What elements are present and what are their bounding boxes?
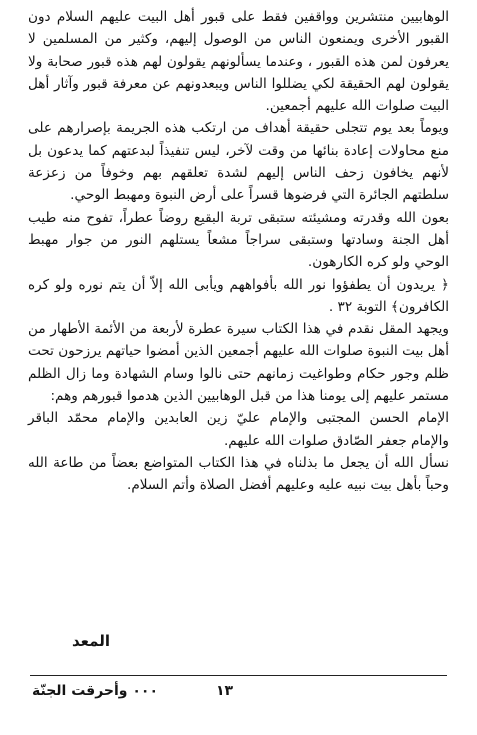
page-number: ١٣ — [216, 683, 234, 699]
imams-list: الإمام الحسن المجتبى والإمام عليّ زين العابدين والإمام محمّد الباقر والإمام جعفر الصّادق صلوات الله عليهم. — [28, 410, 449, 449]
running-footer-title: ٠٠٠ وأحرقت الجنّة — [32, 683, 159, 699]
paragraph-3: بعون الله وقدرته ومشيئته ستبقى تربة البقيع روضاً عطراً، تفوح منه طيب أهل الجنة وسادتها وستبقى سراجاً مشعاً يستلهم النور من جوار مهبط الوحي ولو كره الكارهون. — [28, 209, 449, 271]
author-signature: المعد — [72, 632, 110, 650]
paragraph-2: ويوماً بعد يوم تتجلى حقيقة أهداف من ارتكب هذه الجريمة بإصرارهم على منع محاولات إعادة بنائها من وقت لآخر، ليس تنفيذاً لبدعتهم كما يدعون بل لأنهم يخافون زحف الناس إليهم لشدة تعلقهم بهم وخوفاً من زعزعة سلطتهم الجائرة التي فرضوها قسراً على أرض النبوة ومهبط الوحي. — [28, 120, 449, 204]
footer-rule — [30, 675, 447, 676]
quran-verse: ﴿ يريدون أن يطفؤوا نور الله بأفواههم ويأبى الله إلاّ أن يتم نوره ولو كره الكافرون﴾ التوبة ٣٢ . — [28, 276, 449, 315]
body-text — [28, 6, 449, 497]
closing-prayer: نسأل الله أن يجعل ما بذلناه في هذا الكتاب المتواضع بعضاً من طاعة الله وحباً بأهل بيت نبيه عليه وعليهم أفضل الصلاة وأتم السلام. — [28, 454, 449, 494]
paragraph-5: ويجهد المقل نقدم في هذا الكتاب سيرة عطرة لأربعة من الأئمة الأطهار من أهل بيت النبوة صلوات الله عليهم أجمعين الذين أمضوا حياتهم يرزحون تحت ظلم وجور حكام وطواغيت زمانهم حتى نالوا وسام الشهادة وما زال الظلم مستمر عليهم إلى يومنا هذا من قبل الوهابيين الذين هدموا قبورهم وهم: — [28, 321, 449, 405]
paragraph-1: الوهابيين منتشرين وواقفين فقط على قبور أهل البيت عليهم السلام دون القبور الأخرى ويمنعون الناس من الوصول إليهم، وكثير من المسلمين لا يعرفون لمن هذه القبور ، وعندما يسألونهم يقولون لهم هذه قبور صحابة ولا يقولون لهم الحقيقة لكي يضللوا الناس ويبعدونهم عن معرفة قبور وآثار أهل البيت صلوات الله عليهم أجمعين. — [28, 9, 449, 115]
